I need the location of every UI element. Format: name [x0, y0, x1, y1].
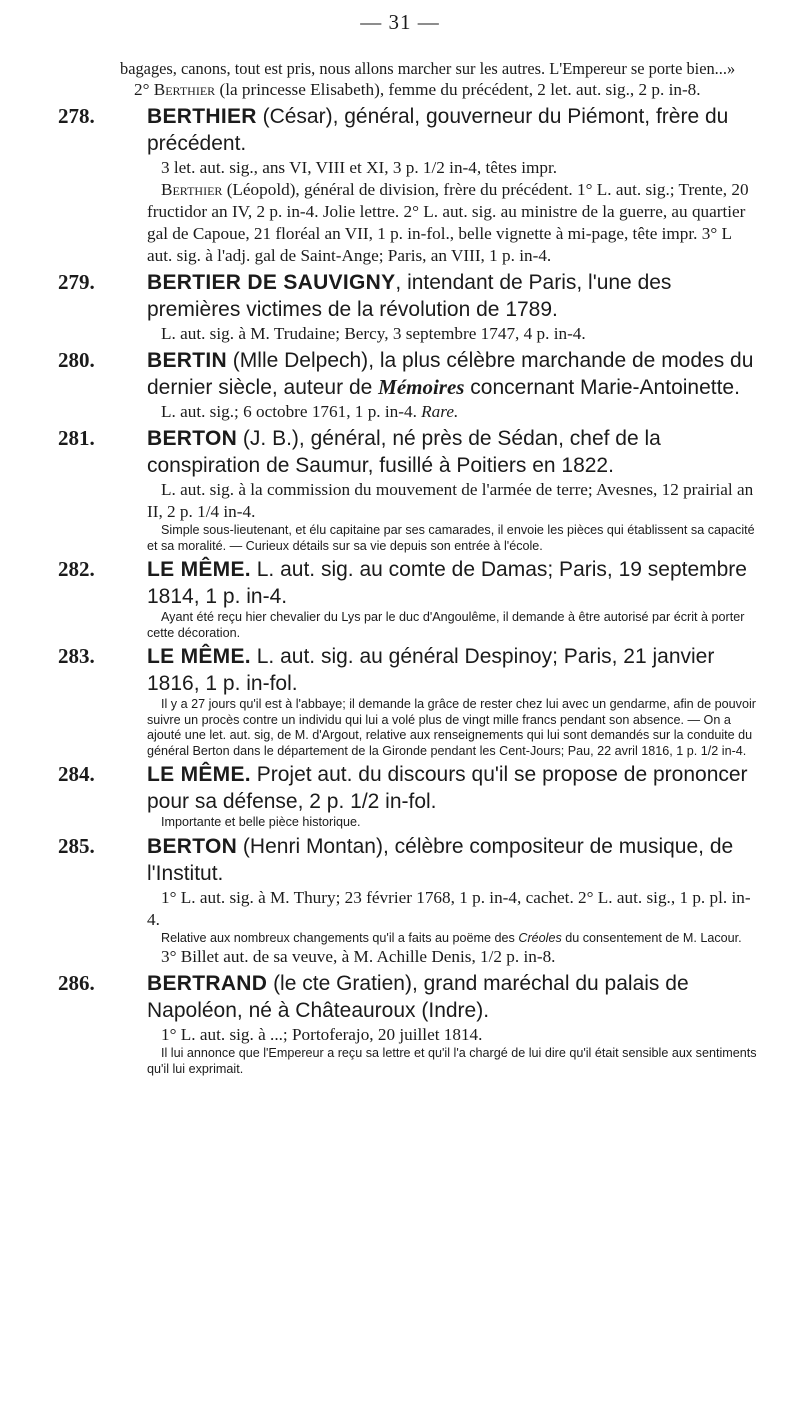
entry-note: Ayant été reçu hier chevalier du Lys par le duc d'Angoulême, il demande à être autorisé par écrit à porter cette décoration. [147, 610, 745, 640]
entry-sub-item: Berthier (Léopold), général de division, frère du précédent. 1° L. aut. sig.; Trente, 20 fructidor an IV, 2 p. in-4. Jolie lettre. 2° L. aut. sig. au ministre de la guerre, au quartier gal de Capoue, 21 floréal an VII, 1 p. in-fol., belle vignette à mi-page, tête impr. 3° L aut. sig. à l'adj. gal de Saint-Ange; Paris, an VIII, 1 p. in-4. [147, 180, 749, 265]
entry-heading: BERTRAND (le cte Gratien), grand maréchal du palais de Napoléon, né à Châteauroux (Indre). [147, 972, 689, 1022]
entry-document: L. aut. sig. à M. Trudaine; Bercy, 3 septembre 1747, 4 p. in-4. [161, 324, 586, 343]
entry-279 [58, 269, 760, 345]
entry-heading: BERTHIER (César), général, gouverneur du Piémont, frère du précédent. [147, 105, 729, 155]
entry-number: 279. [58, 270, 95, 294]
entry-number: 280. [58, 348, 95, 372]
entry-number: 278. [58, 104, 95, 128]
entry-285 [58, 833, 760, 969]
entry-note: Relative aux nombreux changements qu'il a faits au poëme des Créoles du consentement de M. Lacour. [161, 930, 742, 945]
entry-283 [58, 643, 760, 759]
entry-document: 1° L. aut. sig. à ...; Portoferajo, 20 juillet 1814. [161, 1025, 483, 1044]
entry-278 [58, 103, 760, 267]
page-number: — 31 — [360, 10, 440, 34]
entry-number: 286. [58, 971, 95, 995]
continued-text: bagages, canons, tout est pris, nous allons marcher sur les autres. L'Empereur se porte bien...» [120, 59, 736, 78]
entry-note: Il y a 27 jours qu'il est à l'abbaye; il demande la grâce de rester chez lui avec un gendarme, afin de pouvoir suivre un procès contre un individu qui lui a volé plus de vingt mille francs pendant son absence. — On a ajouté une let. aut. sig, de M. d'Argout, relative aux renseignements qui lui sont demandés sur la conduite du général Berton dans le département de la Gironde pendant les Cent-Jours; Pau, 22 avril 1816, 1 p. 1/2 in-4. [147, 697, 756, 758]
entry-286 [58, 970, 760, 1077]
entry-number: 283. [58, 644, 95, 668]
entry-number: 285. [58, 833, 95, 858]
entry-280 [58, 347, 760, 423]
entry-heading: BERTON (Henri Montan), célèbre compositeur de musique, de l'Institut. [147, 834, 734, 885]
entry-282 [58, 556, 760, 641]
entry-document: L. aut. sig. à la commission du mouvement de l'armée de terre; Avesnes, 12 prairial an II, 2 p. 1/4 in-4. [147, 480, 754, 521]
entry-document: L. aut. sig.; 6 octobre 1761, 1 p. in-4. Rare. [161, 402, 459, 421]
entry-document: 1° L. aut. sig. à M. Thury; 23 février 1768, 1 p. in-4, cachet. 2° L. aut. sig., 1 p. pl. in-4. [147, 887, 751, 929]
entry-note: Importante et belle pièce historique. [161, 815, 361, 829]
entry-284 [58, 761, 760, 831]
entry-document-2: 3° Billet aut. de sa veuve, à M. Achille Denis, 1/2 p. in-8. [161, 947, 556, 966]
entry-document: 3 let. aut. sig., ans VI, VIII et XI, 3 p. 1/2 in-4, têtes impr. [161, 158, 558, 177]
entry-note: Simple sous-lieutenant, et élu capitaine par ses camarades, il envoie les pièces qui établissent sa capacité et sa moralité. — Curieux détails sur sa vie depuis son entrée à l'école. [147, 523, 755, 553]
entry-heading: LE MÊME. L. aut. sig. au général Despinoy; Paris, 21 janvier 1816, 1 p. in-fol. [147, 645, 715, 695]
page-content [58, 58, 760, 1077]
entry-number: 281. [58, 426, 95, 450]
entry-number: 282. [58, 557, 95, 581]
entry-heading: BERTIN (Mlle Delpech), la plus célèbre marchande de modes du dernier siècle, auteur de Mémoires concernant Marie-Antoinette. [147, 349, 754, 399]
entry-281 [58, 425, 760, 554]
continued-item-2: 2° Berthier (la princesse Elisabeth), femme du précédent, 2 let. aut. sig., 2 p. in-8. [134, 80, 701, 99]
entry-number: 284. [58, 762, 95, 786]
entry-heading: LE MÊME. Projet aut. du discours qu'il se propose de prononcer pour sa défense, 2 p. 1/2 in-fol. [147, 763, 748, 813]
entry-heading: LE MÊME. L. aut. sig. au comte de Damas; Paris, 19 septembre 1814, 1 p. in-4. [147, 558, 747, 608]
entry-note: Il lui annonce que l'Empereur a reçu sa lettre et qu'il l'a chargé de lui dire qu'il était sensible aux sentiments qu'il lui exprimait. [147, 1046, 757, 1076]
entry-heading: BERTON (J. B.), général, né près de Sédan, chef de la conspiration de Saumur, fusillé à Poitiers en 1822. [147, 427, 661, 477]
entry-heading: BERTIER DE SAUVIGNY, intendant de Paris, l'une des premières victimes de la révolution de 1789. [147, 271, 672, 321]
